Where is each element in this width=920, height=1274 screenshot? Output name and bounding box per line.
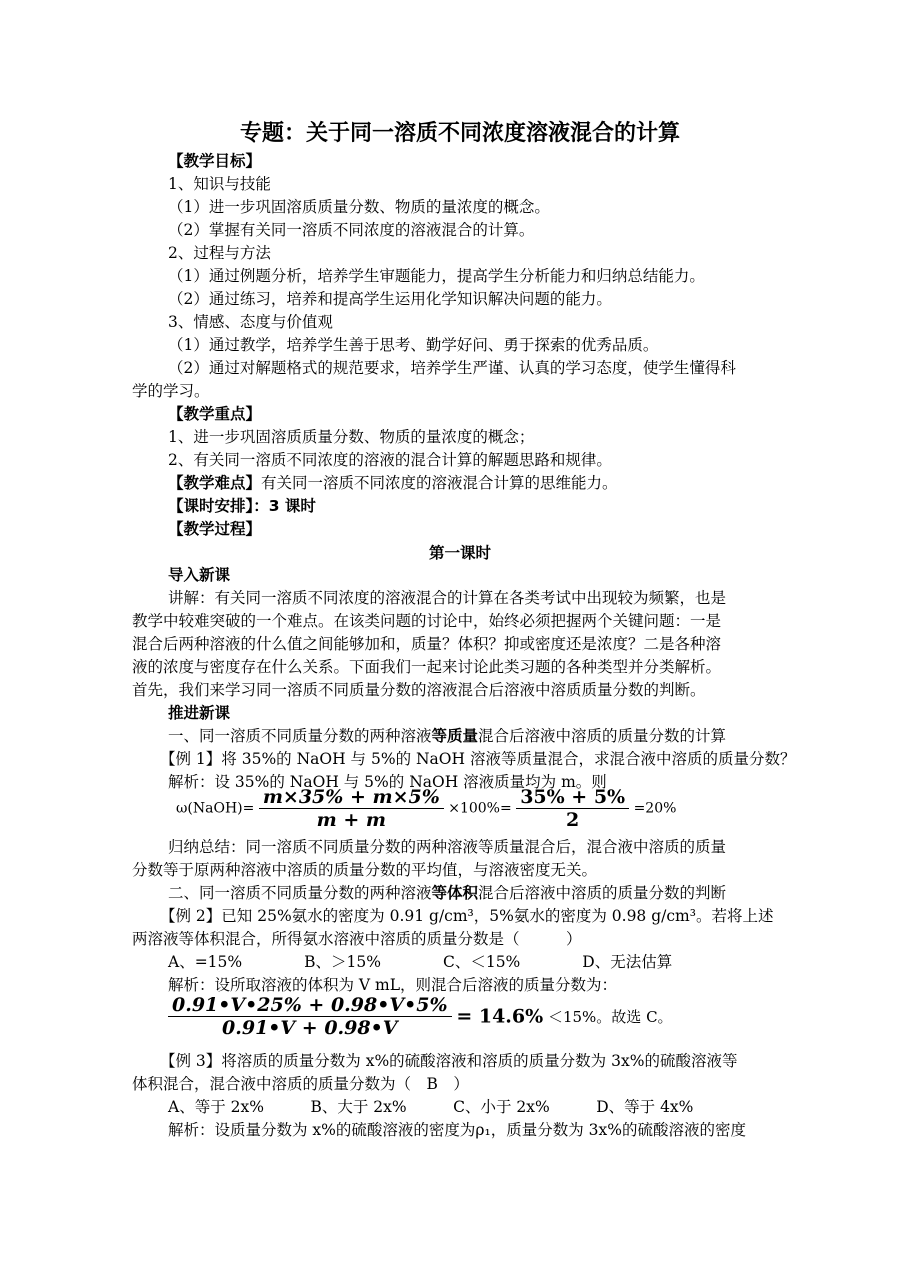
goal-2: 2、过程与方法 — [168, 244, 271, 262]
summary-1-line-1: 归纳总结：同一溶质不同质量分数的两种溶液等质量混合后，混合液中溶质的质量 — [168, 838, 727, 856]
intro-line-4: 液的浓度与密度存在什么关系。下面我们一起来讨论此类习题的各种类型并分类解析。 — [132, 658, 722, 676]
formula-2-fraction — [168, 994, 452, 1039]
formula-2-rhs: ＜15%。故选 C。 — [547, 1008, 673, 1026]
intro-heading: 导入新课 — [168, 566, 231, 584]
key-heading: 【教学重点】 — [168, 405, 262, 423]
example-2-line-1: 【例 2】已知 25%氨水的密度为 0.91 g/cm³，5%氨水的密度为 0.98 g/cm³。若将上述 — [160, 907, 774, 925]
example-3-analysis: 解析：设质量分数为 x%的硫酸溶液的密度为ρ₁，质量分数为 3x%的硫酸溶液的密度 — [168, 1121, 746, 1139]
goal-1: 1、知识与技能 — [168, 175, 271, 193]
formula-1-mid: ×100%= — [448, 800, 512, 817]
formula-2-denominator: 0.91•V + 0.98•V — [222, 1017, 398, 1039]
goal-3: 3、情感、态度与价值观 — [168, 313, 333, 331]
section-1-bold: 等质量 — [431, 727, 479, 745]
section-1-pre: 一、同一溶质不同质量分数的两种溶液 — [168, 727, 432, 745]
formula-2 — [168, 994, 673, 1050]
goal-1a: （1）进一步巩固溶质质量分数、物质的量浓度的概念。 — [168, 198, 550, 216]
section-2-pre: 二、同一溶质不同质量分数的两种溶液 — [168, 884, 432, 902]
example-2-line-2: 两溶液等体积混合，所得氨水溶液中溶质的质量分数是（ ） — [132, 930, 582, 948]
section-2-bold: 等体积 — [431, 884, 479, 902]
formula-1-lhs: ω(NaOH)= — [176, 800, 255, 817]
difficulty-heading: 【教学难点】 — [168, 474, 262, 492]
section-2-heading — [168, 882, 726, 904]
section-1-heading — [168, 725, 726, 747]
intro-line-2: 教学中较难突破的一个难点。在该类问题的讨论中，始终必须把握两个关键问题：一是 — [132, 612, 722, 630]
formula-1-rhs: =20% — [633, 800, 677, 817]
section-2-post: 混合后溶液中溶质的质量分数的判断 — [478, 884, 727, 902]
formula-2-numerator: 0.91•V•25% + 0.98•V•5% — [168, 994, 452, 1017]
example-1-analysis: 解析：设 35%的 NaOH 与 5%的 NaOH 溶液质量均为 m。则 — [168, 773, 607, 791]
summary-1-line-2: 分数等于原两种溶液中溶质的质量分数的平均值，与溶液密度无关。 — [132, 861, 598, 879]
example-2-options: A、=15% B、＞15% C、＜15% D、无法估算 — [168, 953, 673, 971]
page-title: 专题：关于同一溶质不同浓度溶液混合的计算 — [239, 121, 680, 146]
key-point-2: 2、有关同一溶质不同浓度的溶液的混合计算的解题思路和规律。 — [168, 451, 612, 469]
formula-2-result: = 14.6% — [456, 1005, 544, 1028]
goal-3b-line1: （2）通过对解题格式的规范要求，培养学生严谨、认真的学习态度，使学生懂得科 — [168, 359, 736, 377]
time-heading: 【课时安排】：3 课时 — [168, 497, 316, 515]
goal-2a: （1）通过例题分析，培养学生审题能力，提高学生分析能力和归纳总结能力。 — [168, 267, 705, 285]
goal-2b: （2）通过练习，培养和提高学生运用化学知识解决问题的能力。 — [168, 290, 612, 308]
intro-line-1: 讲解：有关同一溶质不同浓度的溶液混合的计算在各类考试中出现较为频繁，也是 — [168, 589, 727, 607]
formula-1-denominator-a: m + m — [316, 809, 386, 831]
formula-1 — [176, 786, 676, 836]
example-2-analysis: 解析：设所取溶液的体积为 V mL，则混合后溶液的质量分数为： — [168, 976, 618, 994]
example-1: 【例 1】将 35%的 NaOH 与 5%的 NaOH 溶液等质量混合，求混合液中溶质的质量分数？ — [160, 750, 796, 768]
goal-3a: （1）通过教学，培养学生善于思考、勤学好问、勇于探索的优秀品质。 — [168, 336, 659, 354]
formula-1-fraction-b — [516, 786, 629, 831]
example-3-line-1: 【例 3】将溶质的质量分数为 x%的硫酸溶液和溶质的质量分数为 3x%的硫酸溶液等 — [160, 1052, 738, 1070]
process-heading: 【教学过程】 — [168, 520, 262, 538]
difficulty-text: 有关同一溶质不同浓度的溶液混合计算的思维能力。 — [261, 474, 618, 492]
goals-heading: 【教学目标】 — [168, 152, 262, 170]
intro-line-3: 混合后两种溶液的什么值之间能够加和，质量？体积？抑或密度还是浓度？二是各种溶 — [132, 635, 722, 653]
example-3-options: A、等于 2x% B、大于 2x% C、小于 2x% D、等于 4x% — [168, 1098, 694, 1116]
formula-1-denominator-b: 2 — [566, 809, 580, 831]
advance-heading: 推进新课 — [168, 704, 231, 722]
difficulty-line — [168, 472, 618, 494]
lesson-1-heading: 第一课时 — [428, 544, 491, 562]
goal-3b-line2: 学的学习。 — [132, 382, 210, 400]
goal-1b: （2）掌握有关同一溶质不同浓度的溶液混合的计算。 — [168, 221, 535, 239]
section-1-post: 混合后溶液中溶质的质量分数的计算 — [478, 727, 727, 745]
intro-line-5: 首先，我们来学习同一溶质不同质量分数的溶液混合后溶液中溶质质量分数的判断。 — [132, 681, 706, 699]
example-3-line-2: 体积混合，混合液中溶质的质量分数为（ B ） — [132, 1075, 469, 1093]
formula-1-fraction-a — [259, 786, 444, 831]
formula-1-numerator-a: m×35% + m×5% — [259, 786, 444, 809]
key-point-1: 1、进一步巩固溶质质量分数、物质的量浓度的概念； — [168, 428, 535, 446]
formula-1-numerator-b: 35% + 5% — [516, 786, 629, 809]
